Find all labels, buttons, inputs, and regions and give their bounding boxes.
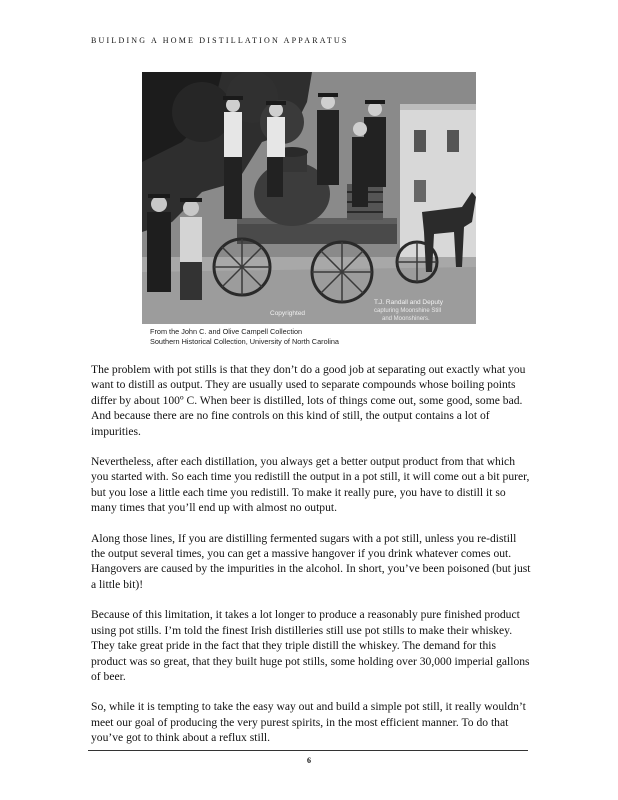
historical-photo xyxy=(142,72,476,324)
footer-divider xyxy=(88,750,528,751)
body-text xyxy=(91,362,531,761)
paragraph-5: So, while it is tempting to take the easy way out and build a simple pot still, it really wouldn’t meet our goal of producing the very purest spirits, in the most efficient manner. To do that you’ve got to think about a reflux still. xyxy=(91,700,526,745)
paragraph-4: Because of this limitation, it takes a lot longer to produce a reasonably pure finished product using pot stills. I’m told the finest Irish distilleries still use pot stills to make their whiskey. They take great pride in the fact that they triple distill the whiskey. The demand for this product was so great, that they built huge pot stills, some holding over 30,000 imperial gallons of beer. xyxy=(91,608,530,683)
paragraph-2: Nevertheless, after each distillation, you always get a better output product from that which you started with. So each time you redistill the output in a pot still, it will come out a bit purer, but you lose a little each time you redistill. To make it really pure, you have to distill it so many times that you’ll end up with almost no output. xyxy=(91,455,530,515)
caption-line-1: From the John C. and Olive Campell Collection xyxy=(150,327,303,336)
paragraph-3: Along those lines, If you are distilling fermented sugars with a pot still, unless you re-distill the output several times, you can get a massive hangover if you drink whatever comes out. Hangovers are caused by the impurities in the alcohol. In short, you’ve been poisoned (but just a little bit)! xyxy=(91,531,531,591)
page-number: 6 xyxy=(307,756,311,765)
figure-caption xyxy=(150,327,339,347)
photo-caption-line-3: and Moonshiners. xyxy=(382,316,430,322)
paragraph-1: The problem with pot stills is that they don’t do a good job at separating out exactly what you want to distill as output. They are usually used to separate compounds whose boiling points differ by about 100º C. When beer is distilled, lots of things come out, some good, some bad. And because there are no fine controls on this kind of still, the output contains a lot of impurities. xyxy=(91,363,526,438)
photo-caption-line-1: T.J. Randall and Deputy xyxy=(374,299,444,306)
caption-line-2: Southern Historical Collection, University of North Carolina xyxy=(150,337,339,346)
photo-copyright-text: Copyrighted xyxy=(270,310,306,317)
photo-caption-line-2: capturing Moonshine Still xyxy=(374,308,442,314)
running-header: BUILDING A HOME DISTILLATION APPARATUS xyxy=(91,36,349,45)
